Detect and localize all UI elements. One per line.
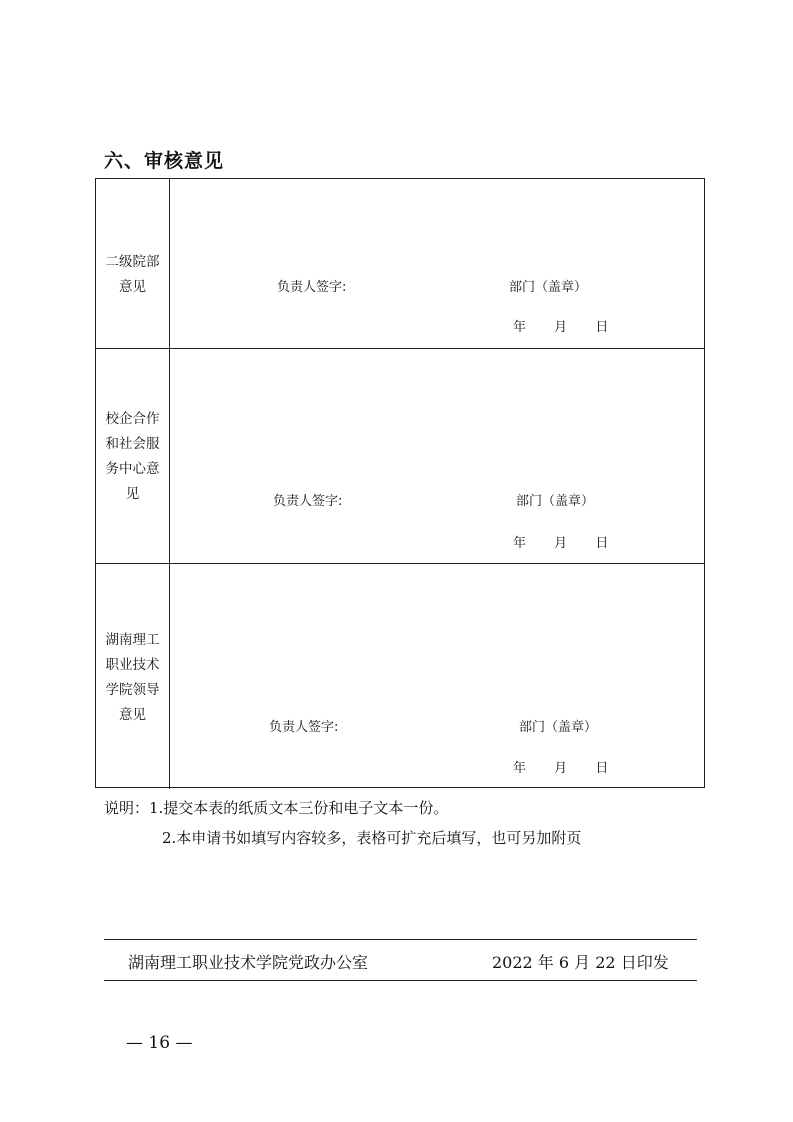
footer-bottom-divider [104,980,697,981]
date-day: 日 [595,320,609,335]
date-year: 年 [513,536,527,551]
row-label-cell [96,349,170,563]
row-label: 校企合作和社会服务中心意见 [105,411,160,502]
date-line [513,532,608,551]
date-month: 月 [554,761,568,776]
table-row [96,564,704,789]
row-label: 湖南理工职业技术学院领导意见 [105,631,160,723]
date-year: 年 [513,320,527,335]
page-number: — 16 — [126,1033,193,1053]
date-day: 日 [595,536,609,551]
row-label-cell [96,179,170,348]
row-label: 二级院部意见 [105,253,160,295]
dept-stamp-label: 部门（盖章） [516,494,595,509]
dept-stamp-label: 部门（盖章） [509,280,588,295]
notes [104,793,581,853]
table-row [96,179,704,349]
date-month: 月 [554,320,568,335]
footer-issuer: 湖南理工职业技术学院党政办公室 [128,953,369,972]
table-row [96,349,704,564]
review-table [95,178,705,788]
footer-top-divider [104,939,697,940]
date-line [513,757,608,776]
note-line-2: 2.本申请书如填写内容较多，表格可扩充后填写，也可另加附页 [162,829,582,847]
signature-label: 负责人签字: [273,494,343,509]
date-day: 日 [595,761,609,776]
section-title: 六、审核意见 [104,150,225,172]
signature-label: 负责人签字: [277,280,347,295]
note-line-1: 说明：1.提交本表的纸质文本三份和电子文本一份。 [104,799,449,817]
signature-label: 负责人签字: [269,720,339,735]
date-month: 月 [554,536,568,551]
date-line [513,316,608,335]
row-label-cell [96,564,170,789]
footer-issue-date: 2022 年 6 月 22 日印发 [492,953,669,972]
dept-stamp-label: 部门（盖章） [519,720,598,735]
date-year: 年 [513,761,527,776]
